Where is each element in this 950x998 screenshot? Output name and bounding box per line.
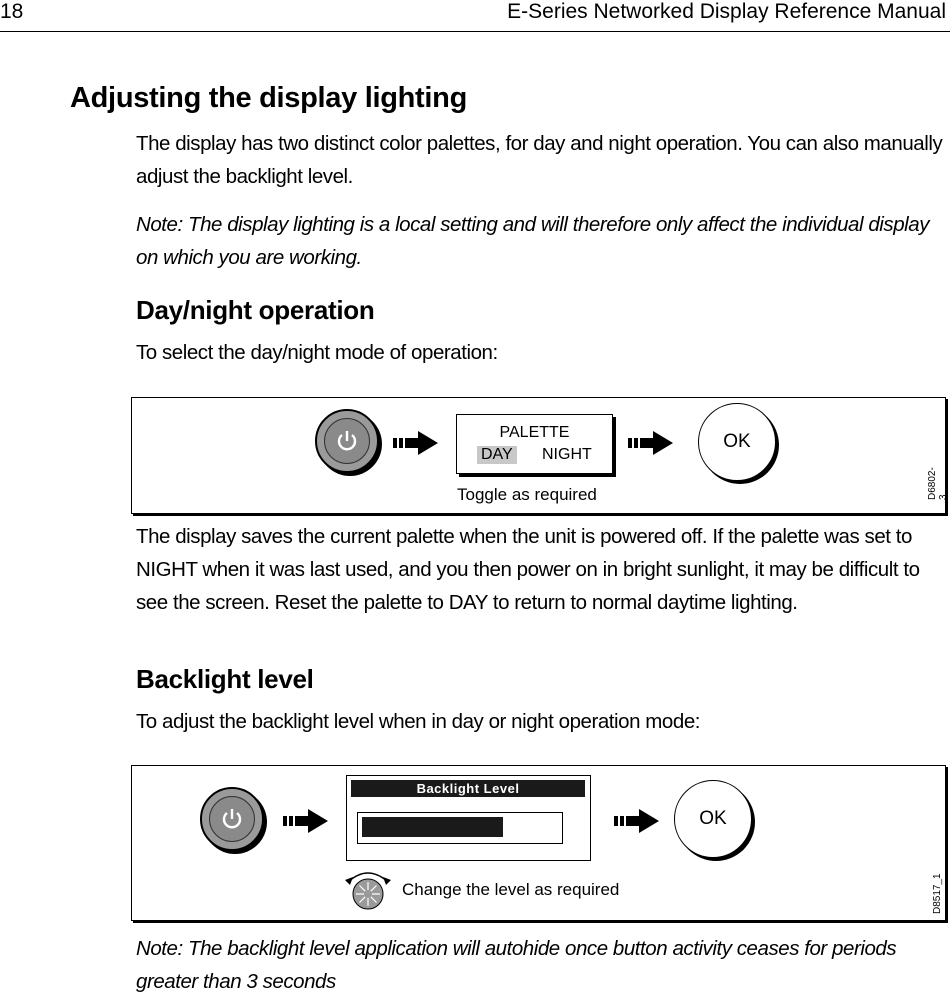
intro-paragraph: The display has two distinct color palettes, for day and night operation. You can also manually adjust the backlight level. bbox=[136, 132, 943, 188]
palette-dialog bbox=[456, 414, 613, 474]
autohide-note: Note: The backlight level application will autohide once button activity ceases for periods greater than 3 seconds bbox=[136, 937, 897, 993]
arrow-right-icon bbox=[628, 430, 674, 456]
palette-title: PALETTE bbox=[499, 424, 570, 441]
arrow-right-icon bbox=[393, 430, 439, 456]
palette-caption: Toggle as required bbox=[457, 485, 597, 504]
day-night-instruction: To select the day/night mode of operation: bbox=[136, 341, 498, 364]
backlight-heading: Backlight level bbox=[136, 664, 314, 694]
power-icon bbox=[220, 807, 244, 831]
palette-explanation: The display saves the current palette when the unit is powered off. If the palette was set to NIGHT when it was last used, and you then power on in bright sunlight, it may be difficult to see the screen. Reset the palette to DAY to return to normal daytime lighting. bbox=[136, 525, 920, 614]
manual-title: E-Series Networked Display Reference Manual bbox=[507, 0, 946, 23]
backlight-dialog-title: Backlight Level bbox=[351, 780, 585, 797]
lighting-note: Note: The display lighting is a local setting and will therefore only affect the individual display on which you are working. bbox=[136, 213, 929, 269]
backlight-level-fill bbox=[362, 817, 503, 837]
figure-code: D8517_1 bbox=[932, 873, 943, 914]
power-button[interactable] bbox=[315, 409, 379, 473]
backlight-instruction: To adjust the backlight level when in day or night operation mode: bbox=[136, 710, 701, 733]
ok-button[interactable]: OK bbox=[698, 403, 776, 481]
day-night-heading: Day/night operation bbox=[136, 295, 375, 325]
ok-button[interactable]: OK bbox=[674, 780, 752, 858]
palette-figure bbox=[131, 397, 949, 514]
palette-option-day[interactable]: DAY bbox=[477, 446, 517, 464]
page-number: 18 bbox=[0, 0, 24, 23]
backlight-dialog bbox=[346, 775, 591, 861]
arrow-right-icon bbox=[614, 808, 660, 834]
backlight-caption: Change the level as required bbox=[402, 880, 620, 899]
figure-code: D6802-3 bbox=[927, 467, 949, 500]
palette-option-night[interactable]: NIGHT bbox=[542, 446, 592, 463]
rotary-knob-icon[interactable] bbox=[342, 866, 394, 912]
arrow-right-icon bbox=[283, 808, 329, 834]
section-title: Adjusting the display lighting bbox=[70, 82, 467, 114]
power-icon bbox=[335, 429, 359, 453]
header-divider bbox=[0, 31, 950, 32]
backlight-level-bar[interactable] bbox=[357, 812, 563, 844]
power-button[interactable] bbox=[200, 787, 264, 851]
backlight-figure bbox=[131, 765, 946, 921]
